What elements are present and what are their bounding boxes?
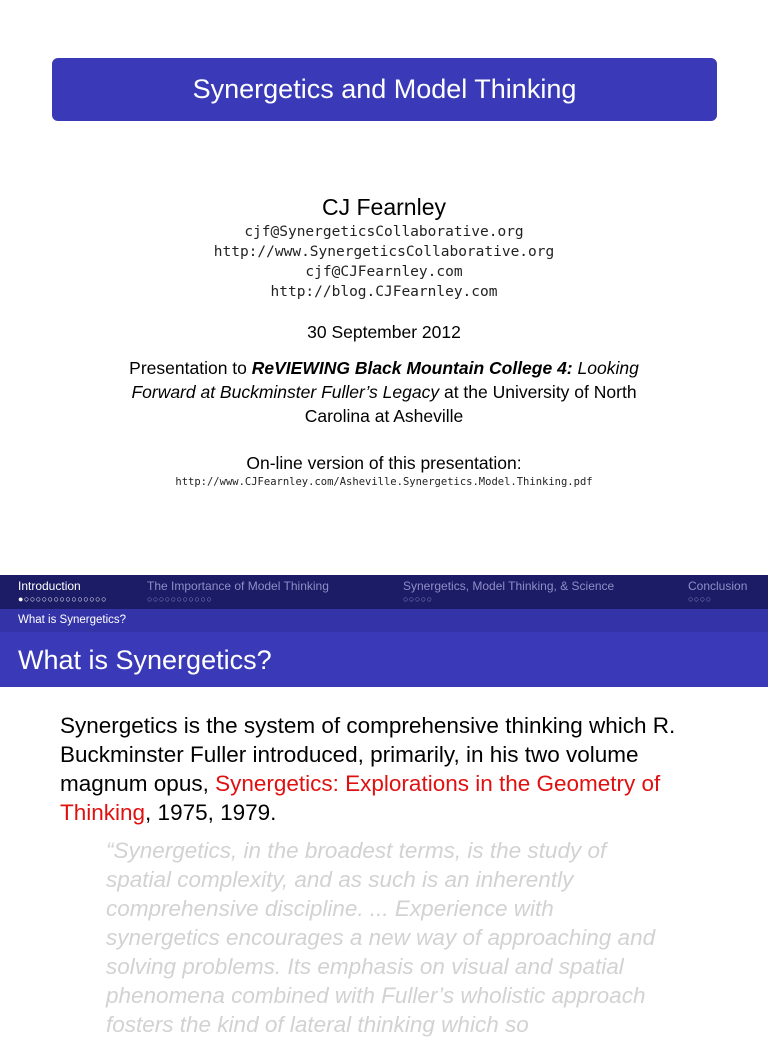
nav-section-model-thinking[interactable] bbox=[147, 579, 329, 605]
online-version-url[interactable]: http://www.CJFearnley.com/Asheville.Synergetics.Model.Thinking.pdf bbox=[175, 476, 593, 488]
frame-title: What is Synergetics? bbox=[18, 645, 272, 675]
contact-email-2[interactable]: cjf@CJFearnley.com bbox=[305, 264, 463, 280]
nav-section-label: Conclusion bbox=[688, 579, 748, 593]
contact-list bbox=[0, 222, 768, 302]
nav-progress-dots[interactable]: ○○○○ bbox=[688, 594, 712, 604]
nav-section-introduction[interactable] bbox=[18, 579, 107, 605]
quote-block: “Synergetics, in the broadest terms, is the study of spatial complexity, and as such is an inherently comprehensive discipline. ... Experience with synergetics encourages a new way of approaching and solving problems. Its emphasis on visual and spatial phenomena combined with Fuller’s wholistic approach fosters the kind of lateral thinking which so bbox=[106, 838, 656, 1037]
nav-progress-dots[interactable]: ○○○○○○○○○○○ bbox=[147, 594, 213, 604]
nav-progress-dots[interactable]: ○○○○○ bbox=[403, 594, 433, 604]
nav-progress-dots[interactable]: ●○○○○○○○○○○○○○○ bbox=[18, 594, 108, 604]
title-banner bbox=[52, 58, 717, 121]
frame-title-bar bbox=[0, 632, 768, 687]
venue-prefix: Presentation to bbox=[129, 358, 252, 378]
online-version-label: On-line version of this presentation: bbox=[246, 453, 522, 473]
event-subtitle: Looking Forward at Buckminster Fuller’s Legacy bbox=[131, 358, 639, 402]
intro-text: Synergetics is the system of comprehensive thinking which R. Buckminster Fuller introduced, primarily, in his two volume magnum opus, bbox=[60, 713, 676, 796]
presentation-date: 30 September 2012 bbox=[307, 322, 461, 342]
nav-section-label: Synergetics, Model Thinking, & Science bbox=[403, 579, 615, 593]
author-name: CJ Fearnley bbox=[322, 194, 446, 220]
nav-section-label: Introduction bbox=[18, 579, 81, 593]
book-title-link[interactable]: Synergetics: Explorations in the Geometry of Thinking bbox=[60, 771, 661, 825]
intro-paragraph bbox=[60, 711, 720, 827]
subsection-bar bbox=[0, 609, 768, 632]
presentation-title: Synergetics and Model Thinking bbox=[192, 74, 577, 104]
contact-url-1[interactable]: http://www.SynergeticsCollaborative.org bbox=[213, 244, 555, 260]
venue-suffix: at the University of North Carolina at Asheville bbox=[304, 382, 637, 426]
presentation-venue bbox=[100, 356, 668, 428]
nav-section-conclusion[interactable] bbox=[688, 579, 747, 605]
event-name: ReVIEWING Black Mountain College 4: bbox=[251, 358, 573, 378]
contact-url-2[interactable]: http://blog.CJFearnley.com bbox=[270, 284, 498, 300]
nav-section-label: The Importance of Model Thinking bbox=[147, 579, 329, 593]
section-navigation-bar bbox=[0, 575, 768, 609]
intro-years: , 1975, 1979. bbox=[145, 800, 277, 825]
subsection-title: What is Synergetics? bbox=[18, 614, 127, 626]
nav-section-synergetics-science[interactable] bbox=[403, 579, 614, 605]
contact-email-1[interactable]: cjf@SynergeticsCollaborative.org bbox=[244, 224, 524, 240]
